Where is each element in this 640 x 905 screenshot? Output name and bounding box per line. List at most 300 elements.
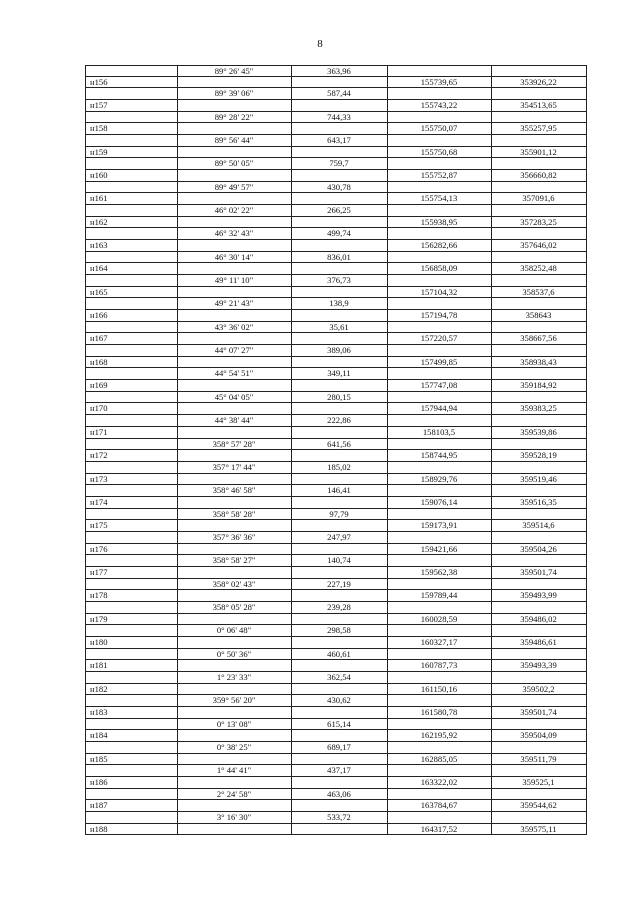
distance-cell	[291, 147, 387, 158]
distance-cell: 227,19	[327, 578, 351, 589]
angle-cell: 89° 49' 57"	[214, 181, 254, 192]
y-coordinate-cell	[491, 742, 586, 753]
table-row	[85, 684, 586, 696]
angle-cell: 3° 16' 30"	[216, 812, 252, 822]
table-row	[85, 824, 586, 836]
y-coordinate-cell	[491, 252, 586, 263]
distance-cell	[291, 427, 387, 438]
distance-cell	[291, 170, 387, 181]
x-coordinate-cell	[387, 789, 491, 800]
angle-cell: 1° 44' 41"	[216, 765, 252, 776]
table-row	[85, 135, 586, 147]
y-coordinate-cell: 359184,92	[520, 380, 557, 391]
point-cell	[85, 392, 177, 403]
table-row	[85, 158, 586, 170]
distance-cell	[291, 777, 387, 788]
distance-cell: 376,73	[327, 275, 351, 286]
y-coordinate-cell: 358643	[525, 310, 552, 321]
angle-cell	[177, 77, 291, 88]
x-coordinate-cell: 156282,66	[420, 240, 458, 251]
table-row	[85, 287, 586, 299]
point-cell	[85, 532, 177, 543]
angle-cell	[177, 403, 291, 414]
x-coordinate-cell	[387, 182, 491, 193]
y-coordinate-cell	[491, 649, 586, 660]
point-cell: н187	[90, 800, 108, 811]
angle-cell: 1° 23' 33"	[216, 671, 252, 682]
distance-cell	[291, 544, 387, 555]
x-coordinate-cell	[387, 625, 491, 636]
table-row	[85, 812, 586, 824]
point-cell: н162	[90, 216, 108, 227]
angle-cell	[177, 193, 291, 204]
x-coordinate-cell	[387, 765, 491, 776]
x-coordinate-cell	[387, 298, 491, 309]
y-coordinate-cell	[491, 532, 586, 543]
point-cell	[85, 625, 177, 636]
table-row	[85, 415, 586, 427]
point-cell	[85, 345, 177, 356]
y-coordinate-cell: 359544,62	[520, 800, 557, 811]
y-coordinate-cell: 359519,46	[520, 473, 557, 484]
point-cell	[85, 765, 177, 776]
angle-cell: 2° 24' 58"	[216, 788, 252, 799]
angle-cell	[177, 520, 291, 531]
point-cell	[85, 298, 177, 309]
point-cell: н174	[90, 496, 108, 507]
y-coordinate-cell	[491, 182, 586, 193]
y-coordinate-cell: 359511,79	[520, 753, 557, 764]
x-coordinate-cell: 155938,95	[420, 216, 458, 227]
x-coordinate-cell	[387, 112, 491, 123]
y-coordinate-cell	[491, 158, 586, 169]
y-coordinate-cell: 359383,25	[520, 403, 557, 414]
point-cell: н186	[90, 776, 108, 787]
point-cell: н163	[90, 240, 108, 251]
point-cell	[85, 415, 177, 426]
distance-cell	[291, 123, 387, 134]
point-cell: н185	[90, 753, 108, 764]
y-coordinate-cell: 357646,02	[520, 240, 557, 251]
angle-cell: 0° 38' 25"	[216, 741, 252, 752]
table-row	[85, 649, 586, 661]
distance-cell: 641,56	[327, 438, 351, 449]
y-coordinate-cell	[491, 695, 586, 706]
y-coordinate-cell: 357283,25	[520, 216, 557, 227]
distance-cell: 759,7	[329, 158, 349, 169]
table-row	[85, 707, 586, 719]
x-coordinate-cell: 157220,57	[420, 333, 458, 344]
x-coordinate-cell: 158103,5	[422, 426, 456, 437]
x-coordinate-cell: 163784,67	[420, 800, 458, 811]
distance-cell	[291, 567, 387, 578]
distance-cell	[291, 217, 387, 228]
table-row	[85, 357, 586, 369]
point-cell: н181	[90, 660, 108, 671]
angle-cell	[177, 684, 291, 695]
point-cell: н173	[90, 473, 108, 484]
point-cell: н171	[90, 426, 108, 437]
angle-cell: 46° 02' 22"	[214, 205, 254, 216]
y-coordinate-cell	[491, 298, 586, 309]
point-cell: н179	[90, 613, 108, 624]
x-coordinate-cell	[387, 532, 491, 543]
table-row	[85, 532, 586, 544]
table-row	[85, 625, 586, 637]
y-coordinate-cell	[491, 88, 586, 99]
y-coordinate-cell: 359493,99	[520, 590, 557, 601]
distance-cell: 587,44	[327, 88, 351, 99]
y-coordinate-cell: 353926,22	[520, 76, 557, 87]
distance-cell: 185,02	[327, 461, 351, 472]
distance-cell	[291, 824, 387, 835]
distance-cell: 499,74	[327, 228, 351, 239]
table-row	[85, 567, 586, 579]
table-row	[85, 322, 586, 334]
coordinates-table	[85, 65, 586, 835]
angle-cell: 44° 07' 27"	[214, 345, 254, 356]
distance-cell	[291, 590, 387, 601]
distance-cell: 280,15	[327, 391, 351, 402]
point-cell	[85, 579, 177, 590]
angle-cell	[177, 707, 291, 718]
distance-cell	[291, 100, 387, 111]
x-coordinate-cell	[387, 695, 491, 706]
x-coordinate-cell: 158744,95	[420, 450, 458, 461]
table-row	[85, 439, 586, 451]
angle-cell: 89° 26' 45"	[214, 66, 254, 76]
angle-cell: 0° 13' 08"	[216, 718, 252, 729]
table-row	[85, 182, 586, 194]
y-coordinate-cell: 358667,56	[520, 333, 557, 344]
table-row	[85, 730, 586, 742]
y-coordinate-cell	[491, 485, 586, 496]
y-coordinate-cell	[491, 368, 586, 379]
page-number: 8	[317, 38, 323, 50]
distance-cell	[291, 403, 387, 414]
point-cell	[85, 182, 177, 193]
point-cell: н170	[90, 403, 108, 414]
table-row	[85, 65, 586, 77]
x-coordinate-cell	[387, 602, 491, 613]
point-cell	[85, 439, 177, 450]
x-coordinate-cell	[387, 555, 491, 566]
angle-cell: 89° 50' 05"	[214, 158, 254, 169]
angle-cell	[177, 427, 291, 438]
y-coordinate-cell	[491, 719, 586, 730]
point-cell: н182	[90, 683, 108, 694]
table-row	[85, 695, 586, 707]
y-coordinate-cell: 358537,6	[522, 286, 555, 297]
table-row	[85, 765, 586, 777]
angle-cell	[177, 333, 291, 344]
distance-cell	[291, 240, 387, 251]
angle-cell	[177, 263, 291, 274]
y-coordinate-cell	[491, 812, 586, 823]
table-row	[85, 170, 586, 182]
y-coordinate-cell: 359501,74	[520, 706, 557, 717]
table-row	[85, 228, 586, 240]
y-coordinate-cell: 359493,39	[520, 660, 557, 671]
table-row	[85, 777, 586, 789]
distance-cell: 247,97	[327, 531, 351, 542]
angle-cell: 357° 17' 44"	[212, 461, 256, 472]
y-coordinate-cell	[491, 509, 586, 520]
x-coordinate-cell	[387, 812, 491, 823]
angle-cell: 0° 06' 48"	[216, 625, 252, 636]
x-coordinate-cell	[387, 415, 491, 426]
x-coordinate-cell: 160327,17	[420, 636, 458, 647]
distance-cell	[291, 333, 387, 344]
table-row	[85, 310, 586, 322]
table-row	[85, 193, 586, 205]
angle-cell: 46° 32' 43"	[214, 228, 254, 239]
angle-cell: 358° 57' 28"	[212, 438, 256, 449]
table-row	[85, 590, 586, 602]
distance-cell: 35,61	[329, 321, 349, 332]
y-coordinate-cell: 359504,26	[520, 543, 557, 554]
distance-cell: 140,74	[327, 555, 351, 566]
y-coordinate-cell	[491, 602, 586, 613]
y-coordinate-cell	[491, 672, 586, 683]
table-row	[85, 800, 586, 812]
angle-cell	[177, 170, 291, 181]
angle-cell	[177, 777, 291, 788]
y-coordinate-cell	[491, 228, 586, 239]
x-coordinate-cell	[387, 205, 491, 216]
x-coordinate-cell	[387, 368, 491, 379]
distance-cell	[291, 684, 387, 695]
distance-cell: 298,58	[327, 625, 351, 636]
point-cell	[85, 719, 177, 730]
x-coordinate-cell	[387, 158, 491, 169]
angle-cell	[177, 100, 291, 111]
x-coordinate-cell	[387, 672, 491, 683]
distance-cell: 460,61	[327, 648, 351, 659]
angle-cell: 89° 28' 22"	[214, 111, 254, 122]
angle-cell: 44° 54' 51"	[214, 368, 254, 379]
table-row	[85, 660, 586, 672]
distance-cell: 389,06	[327, 345, 351, 356]
table-row	[85, 100, 586, 112]
angle-cell	[177, 217, 291, 228]
table-row	[85, 497, 586, 509]
table-row	[85, 380, 586, 392]
table-row	[85, 754, 586, 766]
table-row	[85, 789, 586, 801]
y-coordinate-cell: 355901,12	[520, 146, 557, 157]
table-row	[85, 345, 586, 357]
x-coordinate-cell	[387, 439, 491, 450]
x-coordinate-cell: 157499,85	[420, 356, 458, 367]
point-cell	[85, 695, 177, 706]
angle-cell: 358° 58' 28"	[212, 508, 256, 519]
distance-cell	[291, 614, 387, 625]
point-cell: н157	[90, 100, 108, 111]
x-coordinate-cell: 162885,05	[420, 753, 458, 764]
x-coordinate-cell: 155743,22	[420, 100, 458, 111]
table-row	[85, 485, 586, 497]
point-cell	[85, 602, 177, 613]
table-row	[85, 509, 586, 521]
angle-cell: 46° 30' 14"	[214, 251, 254, 262]
point-cell: н172	[90, 450, 108, 461]
x-coordinate-cell	[387, 462, 491, 473]
table-row	[85, 123, 586, 135]
point-cell: н177	[90, 566, 108, 577]
y-coordinate-cell: 359486,02	[520, 613, 557, 624]
point-cell: н158	[90, 123, 108, 134]
y-coordinate-cell	[491, 205, 586, 216]
table-row	[85, 88, 586, 100]
table-row	[85, 77, 586, 89]
x-coordinate-cell	[387, 88, 491, 99]
distance-cell	[291, 660, 387, 671]
table-row	[85, 719, 586, 731]
x-coordinate-cell: 159789,44	[420, 590, 458, 601]
angle-cell	[177, 590, 291, 601]
distance-cell: 615,14	[327, 718, 351, 729]
x-coordinate-cell	[387, 135, 491, 146]
distance-cell	[291, 707, 387, 718]
x-coordinate-cell: 155752,87	[420, 170, 458, 181]
distance-cell	[291, 637, 387, 648]
table-row	[85, 252, 586, 264]
y-coordinate-cell	[491, 462, 586, 473]
angle-cell	[177, 240, 291, 251]
angle-cell	[177, 147, 291, 158]
point-cell	[85, 158, 177, 169]
angle-cell	[177, 123, 291, 134]
angle-cell: 358° 05' 28"	[212, 601, 256, 612]
x-coordinate-cell	[387, 275, 491, 286]
x-coordinate-cell	[387, 322, 491, 333]
distance-cell	[291, 754, 387, 765]
point-cell	[85, 485, 177, 496]
distance-cell	[291, 474, 387, 485]
table-row	[85, 427, 586, 439]
point-cell: н161	[90, 193, 108, 204]
x-coordinate-cell: 155754,13	[420, 193, 458, 204]
angle-cell	[177, 380, 291, 391]
point-cell: н164	[90, 263, 108, 274]
distance-cell: 533,72	[327, 812, 351, 822]
x-coordinate-cell	[387, 392, 491, 403]
point-cell	[85, 789, 177, 800]
point-cell	[85, 228, 177, 239]
distance-cell	[291, 263, 387, 274]
x-coordinate-cell: 159173,91	[420, 520, 458, 531]
angle-cell	[177, 450, 291, 461]
y-coordinate-cell	[491, 322, 586, 333]
table-row	[85, 205, 586, 217]
x-coordinate-cell	[387, 345, 491, 356]
y-coordinate-cell: 359528,19	[520, 450, 557, 461]
distance-cell	[291, 357, 387, 368]
column-divider	[387, 65, 388, 835]
distance-cell	[291, 497, 387, 508]
distance-cell: 643,17	[327, 135, 351, 146]
y-coordinate-cell: 358252,48	[520, 263, 557, 274]
angle-cell	[177, 660, 291, 671]
x-coordinate-cell: 161150,16	[420, 683, 458, 694]
angle-cell	[177, 800, 291, 811]
y-coordinate-cell: 359486,61	[520, 636, 557, 647]
table-row	[85, 544, 586, 556]
table-row	[85, 742, 586, 754]
x-coordinate-cell	[387, 485, 491, 496]
angle-cell	[177, 637, 291, 648]
y-coordinate-cell	[491, 345, 586, 356]
point-cell	[85, 742, 177, 753]
y-coordinate-cell: 359501,74	[520, 566, 557, 577]
table-border-left	[85, 65, 86, 835]
y-coordinate-cell	[491, 625, 586, 636]
distance-cell: 222,86	[327, 415, 351, 426]
point-cell	[85, 672, 177, 683]
angle-cell: 89° 56' 44"	[214, 135, 254, 146]
x-coordinate-cell: 162195,92	[420, 730, 458, 741]
point-cell: н165	[90, 286, 108, 297]
distance-cell: 138,9	[329, 298, 349, 309]
angle-cell: 49° 21' 43"	[214, 298, 254, 309]
table-row	[85, 240, 586, 252]
point-cell	[85, 322, 177, 333]
table-row	[85, 520, 586, 532]
y-coordinate-cell: 359575,11	[520, 823, 557, 834]
x-coordinate-cell	[387, 742, 491, 753]
x-coordinate-cell	[387, 649, 491, 660]
table-row	[85, 450, 586, 462]
point-cell: н178	[90, 590, 108, 601]
point-cell: н176	[90, 543, 108, 554]
angle-cell: 357° 36' 36"	[212, 531, 256, 542]
table-border-right	[586, 65, 587, 835]
table-row	[85, 474, 586, 486]
x-coordinate-cell: 158929,76	[420, 473, 458, 484]
point-cell: н184	[90, 730, 108, 741]
point-cell	[85, 275, 177, 286]
angle-cell: 49° 11' 10"	[214, 275, 254, 286]
x-coordinate-cell: 163322,02	[420, 776, 458, 787]
point-cell: н159	[90, 146, 108, 157]
point-cell	[85, 135, 177, 146]
y-coordinate-cell: 359502,2	[522, 683, 555, 694]
distance-cell	[291, 450, 387, 461]
y-coordinate-cell: 359516,35	[520, 496, 557, 507]
angle-cell: 358° 58' 27"	[212, 555, 256, 566]
point-cell: н183	[90, 706, 108, 717]
x-coordinate-cell: 157944,94	[420, 403, 458, 414]
point-cell	[85, 66, 177, 76]
y-coordinate-cell: 355257,95	[520, 123, 557, 134]
angle-cell: 89° 39' 06"	[214, 88, 254, 99]
distance-cell: 97,79	[329, 508, 349, 519]
angle-cell	[177, 357, 291, 368]
y-coordinate-cell	[491, 579, 586, 590]
table-row	[85, 217, 586, 229]
y-coordinate-cell	[491, 66, 586, 76]
point-cell: н166	[90, 310, 108, 321]
point-cell: н160	[90, 170, 108, 181]
y-coordinate-cell: 359525,1	[522, 776, 555, 787]
point-cell	[85, 555, 177, 566]
y-coordinate-cell	[491, 439, 586, 450]
distance-cell	[291, 77, 387, 88]
angle-cell: 45° 04' 05"	[214, 391, 254, 402]
x-coordinate-cell: 159562,38	[420, 566, 458, 577]
distance-cell: 266,25	[327, 205, 351, 216]
